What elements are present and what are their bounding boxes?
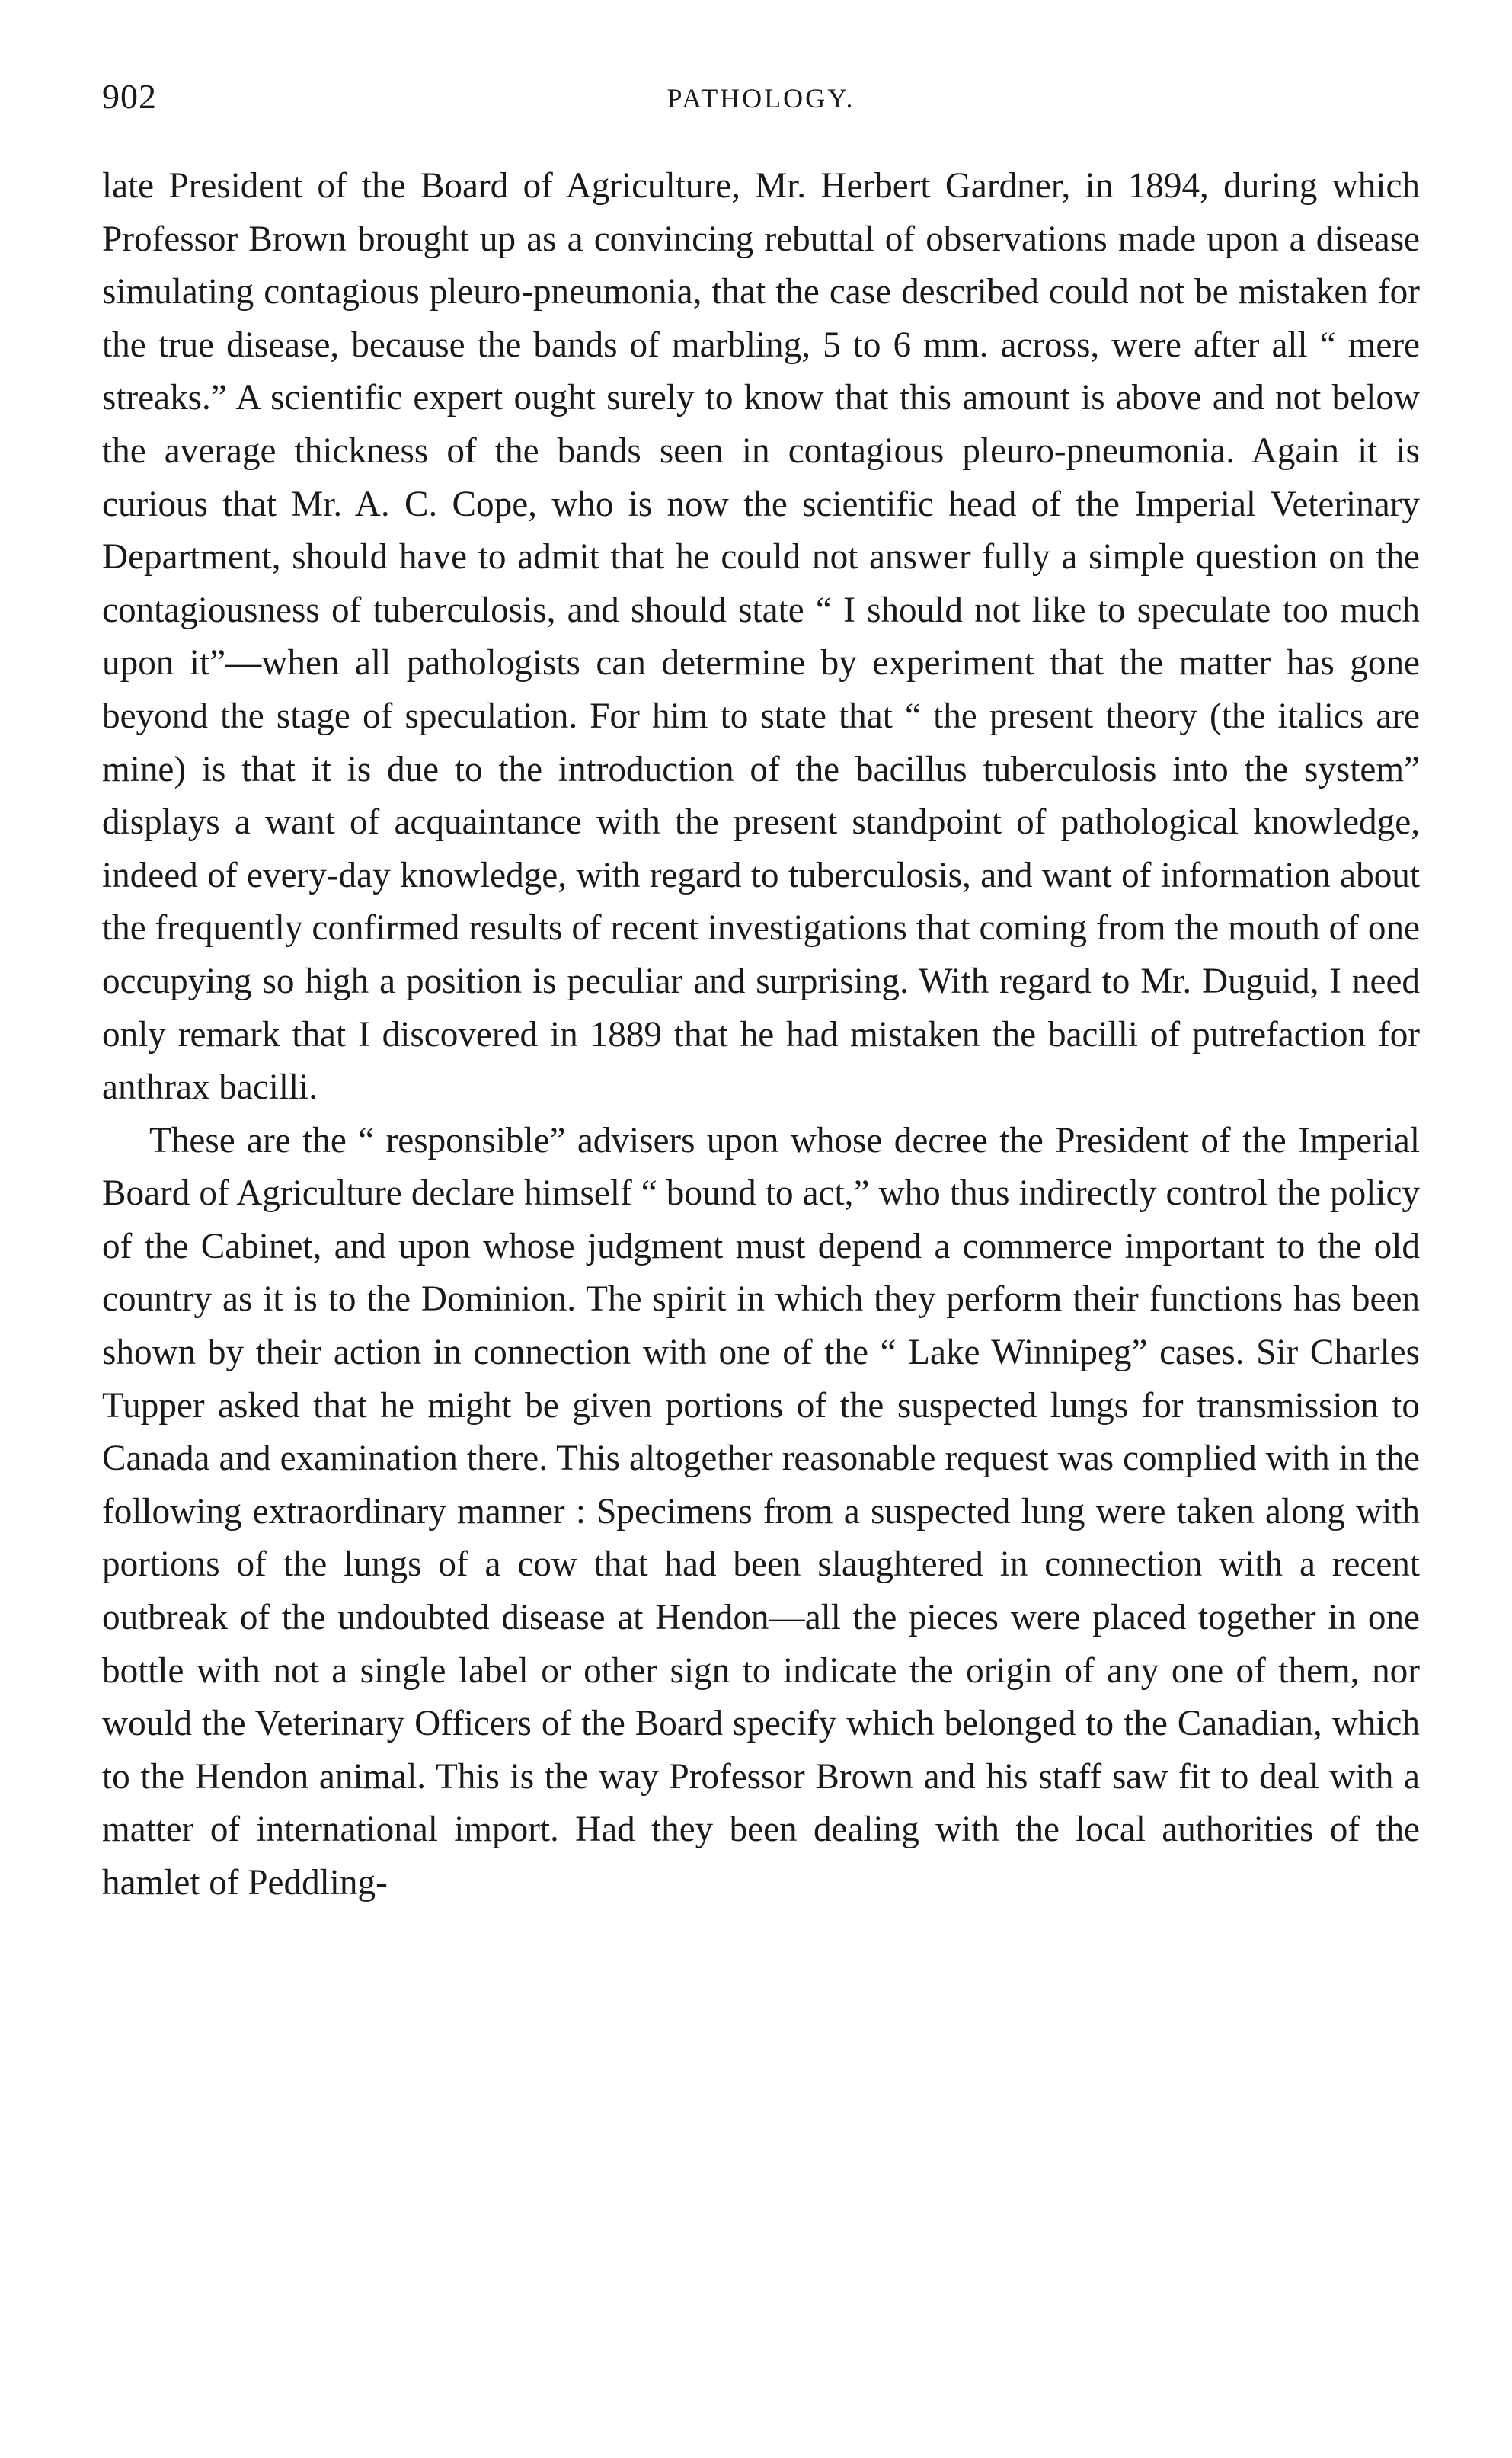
paragraph: late President of the Board of Agriculture, Mr. Herbert Gardner, in 1894, during which Professor Brown brought up as a convincing rebuttal of observations made upon a disease simulating contagious pleuro-pneumonia, that the case described could not be mistaken for the true disease, because the bands of marbling, 5 to 6 mm. across, were after all “ mere streaks.” A scientific expert ought surely to know that this amount is above and not below the average thickness of the bands seen in contagious pleuro-pneumonia. Again it is curious that Mr. A. C. Cope, who is now the scientific head of the Imperial Veterinary Department, should have to admit that he could not answer fully a simple question on the contagiousness of tuberculosis, and should state “ I should not like to speculate too much upon it”—when all pathologists can determine by experiment that the matter has gone beyond the stage of speculation. For him to state that “ the present theory (the italics are mine) is that it is due to the introduction of the bacillus tuberculosis into the system” displays a want of acquaintance with the present standpoint of pathological knowledge, indeed of every-day knowledge, with regard to tuberculosis, and want of information about the frequently confirmed results of recent investigations that coming from the mouth of one occupying so high a position is peculiar and surprising. With regard to Mr. Duguid, I need only remark that I discovered in 1889 that he had mistaken the bacilli of putrefaction for anthrax bacilli. (102, 166, 1420, 1108)
running-head (102, 69, 1420, 130)
page-number: 902 (102, 77, 157, 116)
book-page (102, 69, 1420, 1910)
paragraph: These are the “ responsible” advisers upon whose decree the President of the Imperial Board of Agriculture declare himself “ bound to act,” who thus indirectly control the policy of the Cabinet, and upon whose judgment must depend a commerce important to the old country as it is to the Dominion. The spirit in which they perform their functions has been shown by their action in connection with one of the “ Lake Winnipeg” cases. Sir Charles Tupper asked that he might be given portions of the suspected lungs for transmission to Canada and examination there. This altogether reasonable request was complied with in the following extraordinary manner : Specimens from a suspected lung were taken along with portions of the lungs of a cow that had been slaughtered in connection with a recent outbreak of the undoubted disease at Hendon—all the pieces were placed together in one bottle with not a single label or other sign to indicate the origin of any one of them, nor would the Veterinary Officers of the Board specify which belonged to the Canadian, which to the Hendon animal. This is the way Professor Brown and his staff saw fit to deal with a matter of international import. Had they been dealing with the local authorities of the hamlet of Peddling- (102, 1120, 1420, 1903)
running-title: PATHOLOGY. (666, 83, 855, 114)
body-text (102, 160, 1420, 1910)
